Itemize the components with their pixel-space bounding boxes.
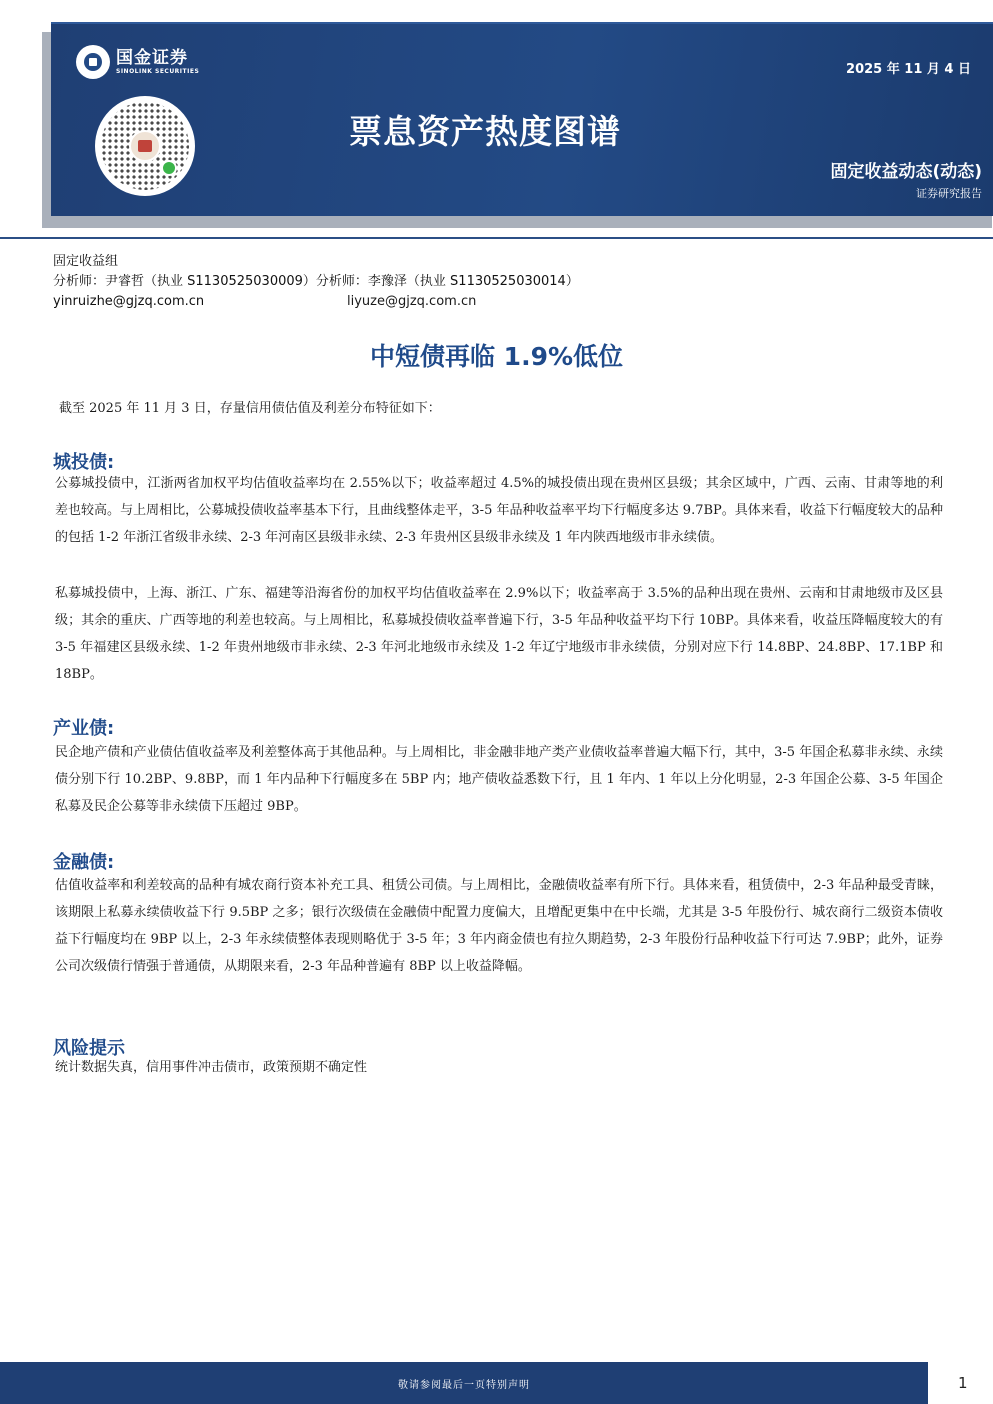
footer-disclaimer[interactable]: 敬请参阅最后一页特别声明 (398, 1380, 530, 1391)
paragraph-risk: 统计数据失真，信用事件冲击债市，政策预期不确定性 (55, 1060, 368, 1075)
analyst-info (53, 252, 579, 312)
report-category: 固定收益动态(动态) (830, 162, 982, 182)
headline: 中短债再临 1.9%低位 (369, 342, 624, 371)
analyst-line: 分析师：尹睿哲（执业 S1130525030009）分析师：李豫泽（执业 S1130525030014） (53, 274, 579, 289)
analyst-email-1[interactable]: yinruizhe@gjzq.com.cn (53, 294, 205, 309)
section-title-chengtou: 城投债: (53, 452, 115, 473)
header-divider (0, 237, 993, 239)
banner-stripe (51, 22, 993, 24)
report-title: 票息资产热度图谱 (349, 112, 621, 151)
logo-name-cn: 国金证券 (116, 48, 188, 68)
qr-code-icon (95, 96, 195, 196)
paragraph-jinrong: 估值收益率和利差较高的品种有城农商行资本补充工具、租赁公司债。与上周相比，金融债收益率有所下行。具体来看，租赁债中，2-3 年品种最受青睐，该期限上私募永续债收益下行 9.5BP 之多；银行次级债在金融债中配置力度偏大，且增配更集中在中长端，尤其是 3-5 年股份行、城农商行二级资本债收益下行幅度均在 9BP 以上，2-3 年永续债整体表现则略优于 3-5 年；3 年内商金债也有拉久期趋势，2-3 年股份行品种收益下行可达 7.9BP；此外，证券公司次级债行情强于普通债，从期限来看，2-3 年品种普遍有 8BP 以上收益降幅。 (55, 878, 943, 974)
logo-name-en: SINOLINK SECURITIES (116, 68, 200, 75)
analyst-group: 固定收益组 (53, 254, 119, 269)
logo-icon (76, 45, 110, 79)
section-title-jinrong: 金融债: (53, 852, 115, 873)
header-banner (51, 22, 993, 216)
qr-center-logo-icon (129, 130, 161, 162)
mini-program-icon (161, 160, 177, 176)
company-logo (76, 45, 199, 79)
analyst-email-2[interactable]: liyuze@gjzq.com.cn (347, 294, 477, 309)
report-date: 2025 年 11 月 4 日 (846, 62, 971, 77)
logo-text (116, 48, 199, 76)
page-number: 1 (958, 1374, 968, 1392)
intro-text: 截至 2025 年 11 月 3 日，存量信用债估值及利差分布特征如下： (59, 401, 441, 416)
section-title-risk: 风险提示 (53, 1038, 125, 1059)
paragraph-chengtou-public: 公募城投债中，江浙两省加权平均估值收益率均在 2.55%以下；收益率超过 4.5%的城投债出现在贵州区县级；其余区域中，广西、云南、甘肃等地的利差也较高。与上周相比，公募城投债收益率基本下行，且曲线整体走平，3-5 年品种收益率平均下行幅度多达 9.7BP。具体来看，收益下行幅度较大的品种的包括 1-2 年浙江省级非永续、2-3 年河南区县级非永续、2-3 年贵州区县级非永续及 1 年内陕西地级市非永续债。 (55, 476, 943, 545)
section-title-chanye: 产业债: (53, 718, 115, 739)
paragraph-chanye: 民企地产债和产业债估值收益率及利差整体高于其他品种。与上周相比，非金融非地产类产业债收益率普遍大幅下行，其中，3-5 年国企私募非永续、永续债分别下行 10.2BP、9.8BP，而 1 年内品种下行幅度多在 5BP 内；地产债收益悉数下行，且 1 年内、1 年以上分化明显，2-3 年国企公募、3-5 年国企私募及民企公募等非永续债下压超过 9BP。 (55, 745, 943, 814)
paragraph-chengtou-private: 私募城投债中，上海、浙江、广东、福建等沿海省份的加权平均估值收益率在 2.9%以下；收益率高于 3.5%的品种出现在贵州、云南和甘肃地级市及区县级；其余的重庆、广西等地的利差也较高。与上周相比，私募城投债收益率普遍下行，3-5 年品种收益平均下行 10BP。具体来看，收益压降幅度较大的有 3-5 年福建区县级永续、1-2 年贵州地级市非永续、2-3 年河北地级市永续及 1-2 年辽宁地级市非永续债，分别对应下行 14.8BP、24.8BP、17.1BP 和 18BP。 (55, 586, 943, 682)
report-type: 证券研究报告 (916, 187, 982, 200)
